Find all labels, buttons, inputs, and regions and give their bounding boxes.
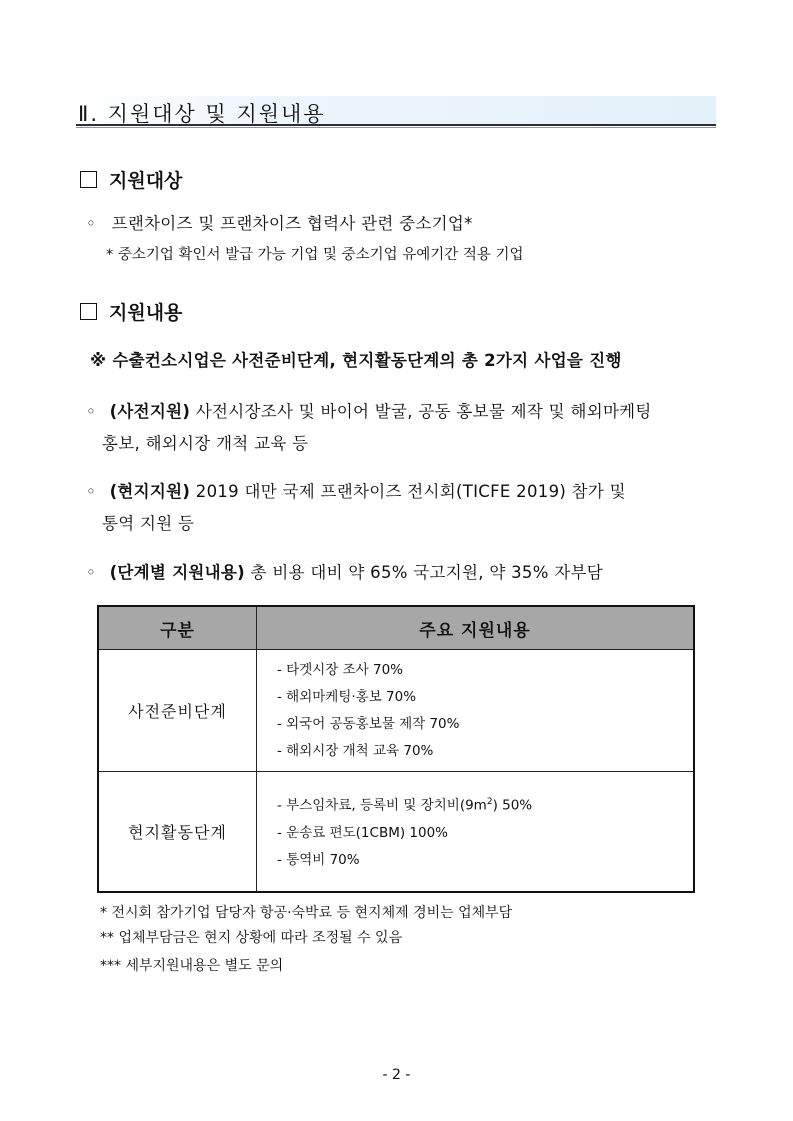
- target-heading: 지원대상: [80, 166, 182, 193]
- target-bullet: [86, 210, 473, 234]
- content-notice: ※ 수출컨소시업은 사전준비단계, 현지활동단계의 총 2가지 사업을 진행: [90, 351, 622, 370]
- bullet-icon: ◦: [86, 482, 97, 501]
- table-cell-stage: 사전준비단계: [98, 650, 257, 772]
- list-item: - 통역비 70%: [277, 851, 360, 868]
- table-cell-stage: 현지활동단계: [98, 772, 257, 892]
- footnote: * 전시회 참가기업 담당자 항공·숙박료 등 현지체제 경비는 업체부담: [100, 905, 513, 921]
- list-item: - 외국어 공동홍보물 제작 70%: [277, 715, 460, 732]
- list-item: - 해외마케팅·홍보 70%: [277, 688, 417, 705]
- support-table: [97, 605, 695, 893]
- section-title: Ⅱ. 지원대상 및 지원내용: [78, 102, 326, 126]
- content-item-stage: [86, 559, 603, 583]
- content-item-local: [86, 478, 626, 502]
- content-item-text-cont: 통역 지원 등: [102, 514, 195, 533]
- table-header-row: [98, 606, 694, 650]
- footnote: ** 업체부담금은 현지 상황에 따라 조정될 수 있음: [100, 930, 403, 946]
- bullet-icon: ◦: [86, 214, 97, 233]
- table-header-category: 구분: [98, 606, 257, 650]
- list-item: - 부스임차료, 등록비 및 장치비$(9m^2)$ 50%: [277, 797, 533, 814]
- checkbox-square-icon: [80, 303, 97, 320]
- table-cell-items: [257, 650, 695, 772]
- table-header-content: 주요 지원내용: [257, 606, 695, 650]
- table-row: [98, 650, 694, 772]
- table-row: [98, 772, 694, 892]
- content-item-text: 총 비용 대비 약 65% 국고지원, 약 35% 자부담: [245, 563, 603, 582]
- content-item-label: (현지지원): [109, 482, 191, 501]
- content-item-pre: [86, 398, 652, 422]
- content-item-text-cont: 홍보, 해외시장 개척 교육 등: [102, 434, 309, 453]
- page-number: - 2 -: [382, 1067, 411, 1083]
- content-heading: 지원내용: [80, 298, 182, 325]
- content-item-label: (단계별 지원내용): [109, 563, 245, 582]
- bullet-icon: ◦: [86, 563, 97, 582]
- list-item: - 해외시장 개척 교육 70%: [277, 742, 434, 759]
- list-item: - 운송료 편도(1CBM) 100%: [277, 824, 449, 841]
- content-item-text: 2019 대만 국제 프랜차이즈 전시회(TICFE 2019) 참가 및: [190, 482, 626, 501]
- checkbox-square-icon: [80, 171, 97, 188]
- target-bullet-text: 프랜차이즈 및 프랜차이즈 협력사 관련 중소기업*: [111, 214, 473, 233]
- content-item-text: 사전시장조사 및 바이어 발굴, 공동 홍보물 제작 및 해외마케팅: [190, 402, 652, 421]
- table-cell-items: [257, 772, 695, 892]
- target-note: * 중소기업 확인서 발급 가능 기업 및 중소기업 유예기간 적용 기업: [106, 247, 524, 263]
- bullet-icon: ◦: [86, 402, 97, 421]
- content-item-label: (사전지원): [109, 402, 191, 421]
- list-item: - 타겟시장 조사 70%: [277, 661, 403, 678]
- footnote: *** 세부지원내용은 별도 문의: [100, 958, 284, 974]
